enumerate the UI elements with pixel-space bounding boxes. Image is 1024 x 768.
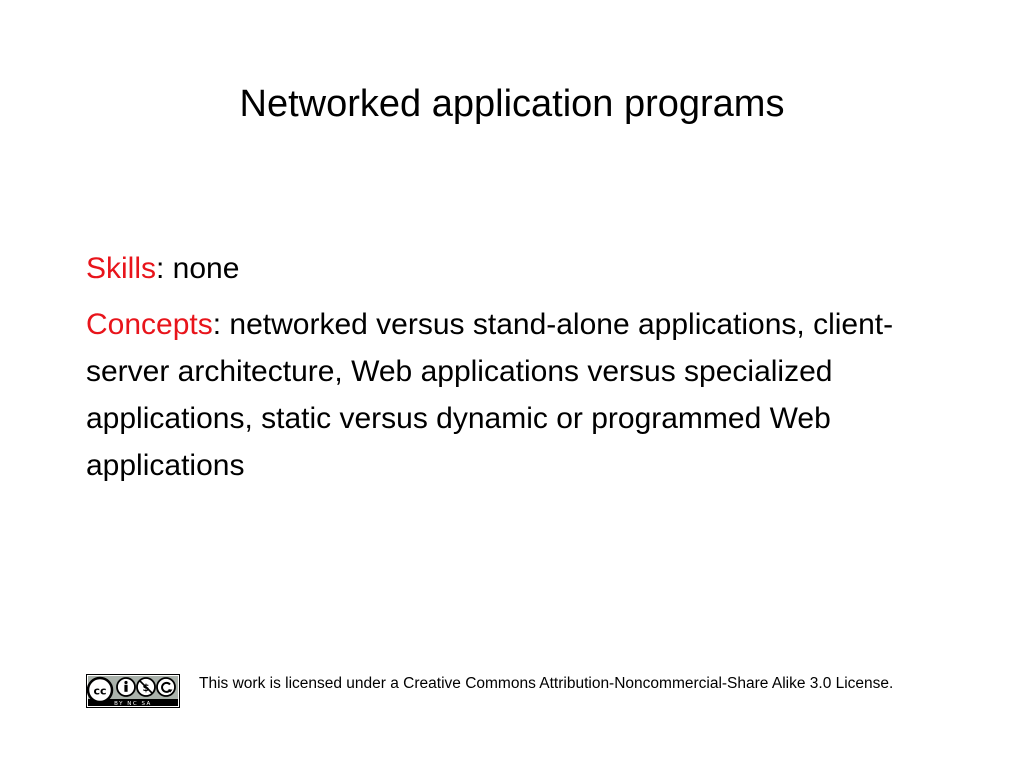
slide-content (86, 245, 966, 498)
cc-license-badge-icon[interactable] (86, 674, 180, 708)
concepts-term: Concepts (86, 308, 213, 341)
skills-line (86, 245, 966, 292)
svg-text:$: $ (142, 683, 150, 694)
skills-term: Skills (86, 252, 157, 285)
slide-title: Networked application programs (239, 83, 785, 125)
skills-text: : none (156, 252, 240, 285)
concepts-text: : networked versus stand-alone applications, client-server architecture, Web applications versus specialized applications, static versus dynamic or programmed Web applications (86, 308, 894, 482)
concepts-paragraph (86, 301, 966, 489)
license-text: This work is licensed under a Creative Commons Attribution-Noncommercial-Share Alike 3.0 License. (199, 675, 894, 692)
license-badge-caption: BY NC SA (114, 701, 152, 707)
svg-text:cc: cc (93, 684, 107, 698)
